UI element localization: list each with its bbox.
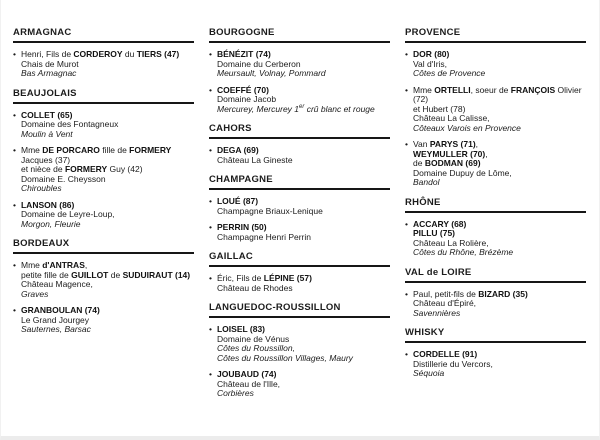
- bullet-icon: •: [13, 305, 16, 315]
- directory-entry: [209, 197, 390, 216]
- entry-text-line: WEYMULLER (70),: [412, 148, 488, 159]
- entry-text-line: Domaine de Vénus: [216, 333, 290, 344]
- entry-appellation-line: Bas Armagnac: [20, 68, 77, 78]
- bullet-icon: •: [13, 260, 16, 270]
- bullet-icon: •: [405, 288, 408, 299]
- section-armagnac: [13, 28, 194, 79]
- directory-column: [405, 28, 586, 406]
- entry-text-line: Distillerie du Vercors,: [412, 358, 493, 369]
- entry-appellation-line: Moulin à Vent: [20, 128, 73, 139]
- entry-text-line: LOISEL (83): [216, 324, 266, 334]
- section-val-de-loire: [405, 268, 586, 319]
- bullet-icon: •: [209, 196, 212, 206]
- entry-appellation-line: Corbières: [216, 388, 254, 398]
- entry-text-line: CORDELLE (91): [412, 349, 478, 359]
- entry-appellation-line: Séquoia: [412, 368, 445, 378]
- entry-text-line: PERRIN (50): [216, 222, 267, 232]
- entry-text-line: Le Grand Jourgey: [20, 314, 90, 325]
- entry-text-line: Mme d'ANTRAS,: [20, 260, 88, 270]
- section-beaujolais: [13, 89, 194, 230]
- directory-entry: [405, 140, 586, 188]
- bullet-icon: •: [13, 49, 16, 59]
- bullet-icon: •: [209, 273, 212, 283]
- entry-text-line: Mme DE PORCARO fille de FORMERY: [20, 145, 172, 155]
- directory-entry: [209, 325, 390, 363]
- section-heading: RHÔNE: [405, 198, 586, 213]
- entry-appellation-line: Mercurey, Mercurey 1er crû blanc et rouge: [216, 103, 375, 114]
- entry-appellation-line: Côtes de Provence: [412, 68, 486, 78]
- section-bourgogne: [209, 28, 390, 114]
- entry-text-line: Domaine du Cerberon: [216, 58, 301, 69]
- section-heading: PROVENCE: [405, 28, 586, 43]
- entry-text-line: Chais de Murot: [20, 58, 79, 69]
- entry-text-line: COLLET (65): [20, 109, 73, 120]
- entry-text-line: Domaine de Leyre-Loup,: [20, 209, 115, 219]
- entry-lines: [217, 223, 390, 242]
- entry-lines: [217, 86, 390, 115]
- directory-entry: [13, 50, 194, 79]
- entry-lines: [217, 274, 390, 293]
- entry-lines: [21, 261, 194, 299]
- entry-lines: [413, 220, 586, 258]
- entry-text-line: Paul, petit-fils de BIZARD (35): [412, 288, 528, 299]
- entry-text-line: et Hubert (78): [412, 103, 466, 114]
- section-rh-ne: [405, 198, 586, 258]
- entry-appellation-line: Sauternes, Barsac: [20, 324, 91, 334]
- section-languedoc-roussillon: [209, 303, 390, 399]
- entry-text-line: Château Magence,: [20, 279, 93, 289]
- section-heading: VAL de LOIRE: [405, 268, 586, 283]
- entry-lines: [413, 50, 586, 79]
- entry-text-line: GRANBOULAN (74): [20, 305, 100, 315]
- directory-entry: [209, 223, 390, 242]
- entry-lines: [21, 50, 194, 79]
- entry-appellation-line: Graves: [20, 288, 49, 299]
- entry-appellation-line: Meursault, Volnay, Pommard: [216, 68, 326, 78]
- entry-lines: [217, 50, 390, 79]
- entry-lines: [413, 140, 586, 188]
- directory-columns: [1, 0, 599, 406]
- entry-text-line: JOUBAUD (74): [216, 369, 277, 379]
- directory-entry: [13, 306, 194, 335]
- directory-entry: [13, 201, 194, 230]
- section-champagne: [209, 175, 390, 242]
- directory-column: [13, 28, 194, 406]
- entry-text-line: Château d'Épiré,: [412, 298, 477, 308]
- entry-text-line: Château La Rolière,: [412, 237, 489, 248]
- entry-appellation-line: Côtes du Roussillon,: [216, 343, 295, 353]
- entry-lines: [21, 201, 194, 230]
- entry-text-line: Château de l'Ille,: [216, 378, 281, 389]
- entry-lines: [217, 325, 390, 363]
- directory-entry: [405, 50, 586, 79]
- bullet-icon: •: [405, 139, 408, 149]
- entry-appellation-line: Savennières: [412, 307, 461, 318]
- directory-column: [209, 28, 390, 406]
- bullet-icon: •: [405, 218, 408, 229]
- entry-text-line: LOUÉ (87): [216, 196, 259, 206]
- entry-text-line: Château de Rhodes: [216, 282, 293, 293]
- entry-text-line: Val d'Iris,: [412, 58, 448, 69]
- entry-text-line: et nièce de FORMERY Guy (42): [20, 164, 143, 174]
- section-heading: BOURGOGNE: [209, 28, 390, 43]
- entry-text-line: Henri, Fils de CORDEROY du TIERS (47): [20, 49, 180, 59]
- directory-entry: [209, 50, 390, 79]
- section-heading: CHAMPAGNE: [209, 175, 390, 190]
- directory-entry: [209, 86, 390, 115]
- entry-text-line: Mme ORTELLI, soeur de FRANÇOIS Olivier: [412, 84, 582, 95]
- entry-lines: [217, 370, 390, 399]
- entry-text-line: Château La Gineste: [216, 154, 293, 165]
- entry-appellation-line: Côteaux Varois en Provence: [412, 122, 521, 133]
- bullet-icon: •: [209, 369, 212, 379]
- directory-entry: [405, 290, 586, 319]
- entry-lines: [21, 111, 194, 140]
- entry-text-line: LANSON (86): [20, 199, 75, 210]
- directory-entry: [209, 370, 390, 399]
- entry-lines: [413, 350, 586, 379]
- bullet-icon: •: [405, 49, 408, 59]
- section-heading: BORDEAUX: [13, 239, 194, 254]
- entry-lines: [413, 290, 586, 319]
- entry-text-line: DOR (80): [412, 49, 450, 59]
- entry-text-line: COEFFÉ (70): [216, 84, 269, 95]
- section-heading: LANGUEDOC-ROUSSILLON: [209, 303, 390, 318]
- section-gaillac: [209, 252, 390, 293]
- bullet-icon: •: [209, 49, 212, 59]
- entry-appellation-line: Côtes du Roussillon Villages, Maury: [216, 352, 353, 363]
- entry-text-line: BÉNÉZIT (74): [216, 49, 271, 59]
- entry-text-line: petite fille de GUILLOT de SUDUIRAUT (14): [20, 269, 191, 280]
- entry-appellation-line: Côtes du Rhône, Brézème: [412, 247, 514, 257]
- entry-text-line: Champagne Briaux-Lenique: [216, 205, 323, 216]
- section-provence: [405, 28, 586, 188]
- entry-text-line: Domaine Dupuy de Lôme,: [412, 167, 512, 178]
- entry-text-line: Domaine Jacob: [216, 94, 277, 104]
- entry-text-line: de BODMAN (69): [412, 158, 481, 168]
- bullet-icon: •: [405, 84, 408, 95]
- entry-text-line: Van PARYS (71),: [412, 139, 479, 149]
- entry-text-line: (72): [412, 94, 429, 104]
- entry-text-line: Château La Calisse,: [412, 113, 490, 123]
- entry-text-line: Domaine E. Cheysson: [20, 173, 106, 184]
- section-heading: ARMAGNAC: [13, 28, 194, 43]
- entry-appellation-line: Chiroubles: [20, 183, 62, 193]
- bullet-icon: •: [209, 222, 212, 232]
- section-heading: BEAUJOLAIS: [13, 89, 194, 104]
- entry-text-line: DEGA (69): [216, 145, 259, 155]
- directory-entry: [13, 111, 194, 140]
- entry-appellation-line: Bandol: [412, 177, 440, 187]
- entry-text-line: PILLU (75): [412, 228, 456, 238]
- directory-entry: [13, 146, 194, 194]
- entry-text-line: Éric, Fils de LÉPINE (57): [216, 273, 312, 283]
- section-heading: GAILLAC: [209, 252, 390, 267]
- entry-lines: [21, 146, 194, 194]
- bullet-icon: •: [209, 324, 212, 334]
- entry-text-line: Domaine des Fontagneux: [20, 119, 119, 129]
- directory-entry: [13, 261, 194, 299]
- section-heading: WHISKY: [405, 328, 586, 343]
- directory-entry: [405, 350, 586, 379]
- entry-text-line: ACCARY (68): [412, 218, 467, 229]
- entry-appellation-line: Morgon, Fleurie: [20, 218, 81, 229]
- entry-text-line: Champagne Henri Perrin: [216, 231, 312, 242]
- entry-lines: [217, 197, 390, 216]
- section-heading: CAHORS: [209, 124, 390, 139]
- entry-lines: [217, 146, 390, 165]
- entry-lines: [413, 86, 586, 134]
- bullet-icon: •: [209, 84, 212, 95]
- bullet-icon: •: [209, 145, 212, 155]
- directory-entry: [405, 220, 586, 258]
- bullet-icon: •: [13, 199, 16, 210]
- section-whisky: [405, 328, 586, 379]
- section-bordeaux: [13, 239, 194, 335]
- entry-lines: [21, 306, 194, 335]
- directory-entry: [209, 274, 390, 293]
- directory-entry: [209, 146, 390, 165]
- entry-text-line: Jacques (37): [20, 154, 71, 165]
- directory-entry: [405, 86, 586, 134]
- bullet-icon: •: [405, 349, 408, 359]
- section-cahors: [209, 124, 390, 165]
- bullet-icon: •: [13, 109, 16, 120]
- bullet-icon: •: [13, 145, 16, 155]
